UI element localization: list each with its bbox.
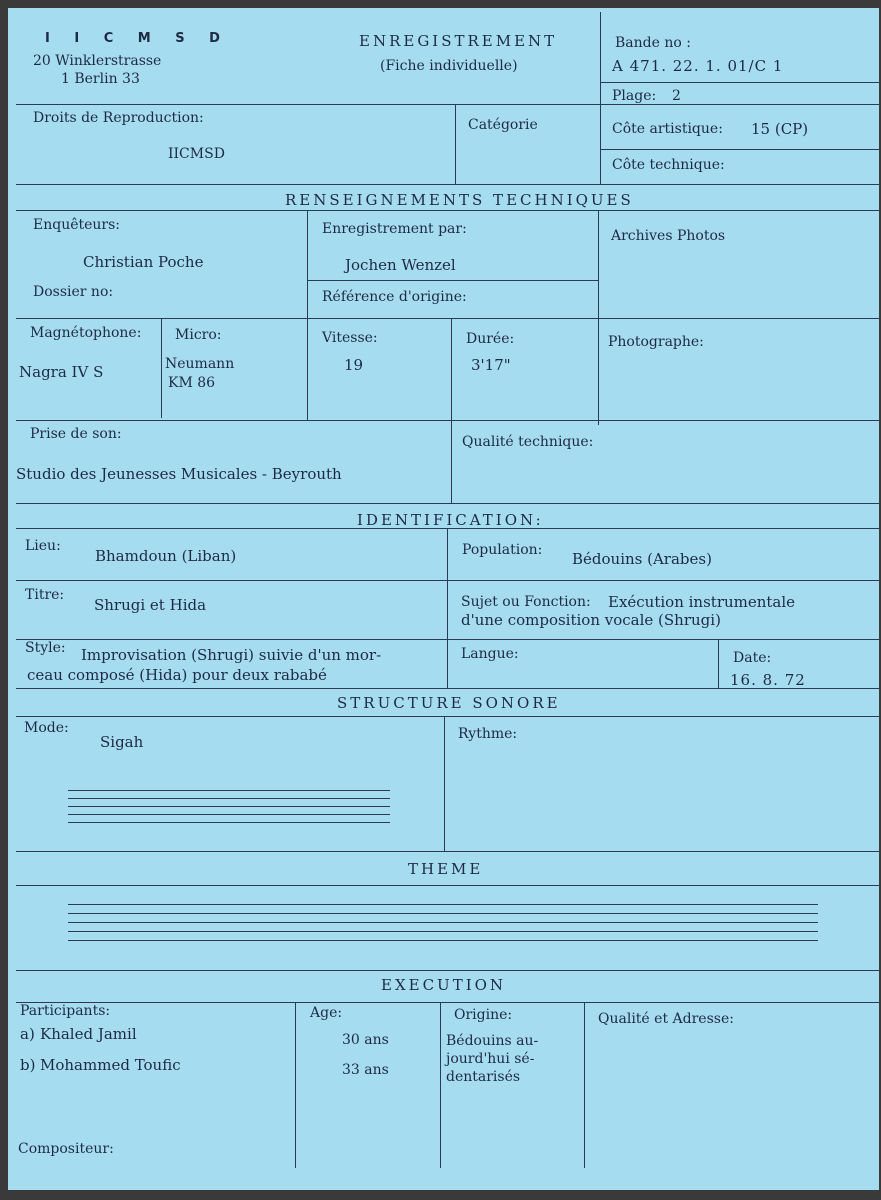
sujet-label: Sujet ou Fonction: <box>461 594 591 610</box>
duree-value: 3'17" <box>471 356 511 374</box>
style-label: Style: <box>25 640 66 656</box>
titre-label: Titre: <box>25 587 65 603</box>
bande-label: Bande no : <box>615 35 691 51</box>
participant-a-name: Khaled Jamil <box>40 1025 137 1043</box>
org-name: I I C M S D <box>45 31 230 46</box>
dossier-label: Dossier no: <box>33 284 114 300</box>
section-title-technique: RENSEIGNEMENTS TECHNIQUES <box>285 191 634 209</box>
prise-de-son-label: Prise de son: <box>30 426 122 442</box>
sujet-value-2: d'une composition vocale (Shrugi) <box>461 611 721 629</box>
age-label: Age: <box>310 1005 343 1021</box>
sujet-value-1: Exécution instrumentale <box>608 593 796 611</box>
enregistrement-par-value: Jochen Wenzel <box>345 256 456 274</box>
origine-value-1: Bédouins au- <box>446 1033 539 1049</box>
date-value: 16. 8. 72 <box>730 671 806 689</box>
droits-label: Droits de Reproduction: <box>33 110 204 126</box>
magnetophone-value: Nagra IV S <box>19 363 104 381</box>
cote-artistique-value: 15 (CP) <box>751 120 809 138</box>
magnetophone-label: Magnétophone: <box>30 325 142 341</box>
org-city: 1 Berlin 33 <box>61 71 140 87</box>
date-label: Date: <box>733 650 772 666</box>
form-title: ENREGISTREMENT <box>359 32 558 50</box>
age-b: 33 ans <box>342 1062 389 1078</box>
population-label: Population: <box>462 542 543 558</box>
micro-value-2: KM 86 <box>168 375 216 391</box>
qualite-technique-label: Qualité technique: <box>462 434 594 450</box>
micro-label: Micro: <box>175 327 222 343</box>
origine-value-3: dentarisés <box>446 1069 521 1085</box>
plage-value: 2 <box>672 88 681 104</box>
enqueteurs-value: Christian Poche <box>83 253 204 271</box>
plage-label: Plage: <box>612 88 657 104</box>
archives-photos-label: Archives Photos <box>611 228 726 244</box>
photographe-label: Photographe: <box>608 334 704 350</box>
duree-label: Durée: <box>466 331 515 347</box>
section-title-theme: THEME <box>408 860 484 878</box>
style-value-1: Improvisation (Shrugi) suivie d'un mor- <box>81 646 382 664</box>
age-a: 30 ans <box>342 1032 389 1048</box>
mode-value: Sigah <box>100 733 144 751</box>
lieu-label: Lieu: <box>25 538 61 554</box>
section-title-identification: IDENTIFICATION: <box>357 511 544 529</box>
cote-artistique-label: Côte artistique: <box>612 121 723 137</box>
prise-de-son-value: Studio des Jeunesses Musicales - Beyrouth <box>16 465 342 483</box>
qualite-adresse-label: Qualité et Adresse: <box>598 1011 734 1027</box>
vitesse-label: Vitesse: <box>322 330 378 346</box>
header-divider <box>600 12 601 184</box>
compositeur-label: Compositeur: <box>18 1141 114 1157</box>
origine-label: Origine: <box>454 1007 513 1023</box>
enregistrement-par-label: Enregistrement par: <box>322 221 467 237</box>
titre-value: Shrugi et Hida <box>94 596 207 614</box>
section-title-structure: STRUCTURE SONORE <box>337 694 561 712</box>
bande-value: A 471. 22. 1. 01/C 1 <box>612 57 784 75</box>
participant-b-marker: b) <box>20 1056 36 1074</box>
style-value-2: ceau composé (Hida) pour deux rababé <box>27 666 327 684</box>
vitesse-value: 19 <box>344 356 364 374</box>
cote-technique-label: Côte technique: <box>612 157 725 173</box>
langue-label: Langue: <box>461 646 519 662</box>
rythme-label: Rythme: <box>458 726 518 742</box>
categorie-label: Catégorie <box>468 117 538 133</box>
droits-value: IICMSD <box>168 146 225 162</box>
org-street: 20 Winklerstrasse <box>33 53 162 69</box>
micro-value-1: Neumann <box>165 356 235 372</box>
enqueteurs-label: Enquêteurs: <box>33 217 121 233</box>
participant-a-marker: a) <box>20 1025 35 1043</box>
population-value: Bédouins (Arabes) <box>572 550 712 568</box>
record-card <box>8 8 879 1190</box>
lieu-value: Bhamdoun (Liban) <box>95 547 237 565</box>
participant-b-name: Mohammed Toufic <box>40 1056 181 1074</box>
reference-label: Référence d'origine: <box>322 289 467 305</box>
section-title-execution: EXECUTION <box>381 976 507 994</box>
participants-label: Participants: <box>20 1003 111 1019</box>
form-subtitle: (Fiche individuelle) <box>380 58 518 74</box>
mode-label: Mode: <box>24 720 69 736</box>
origine-value-2: jourd'hui sé- <box>446 1051 535 1067</box>
